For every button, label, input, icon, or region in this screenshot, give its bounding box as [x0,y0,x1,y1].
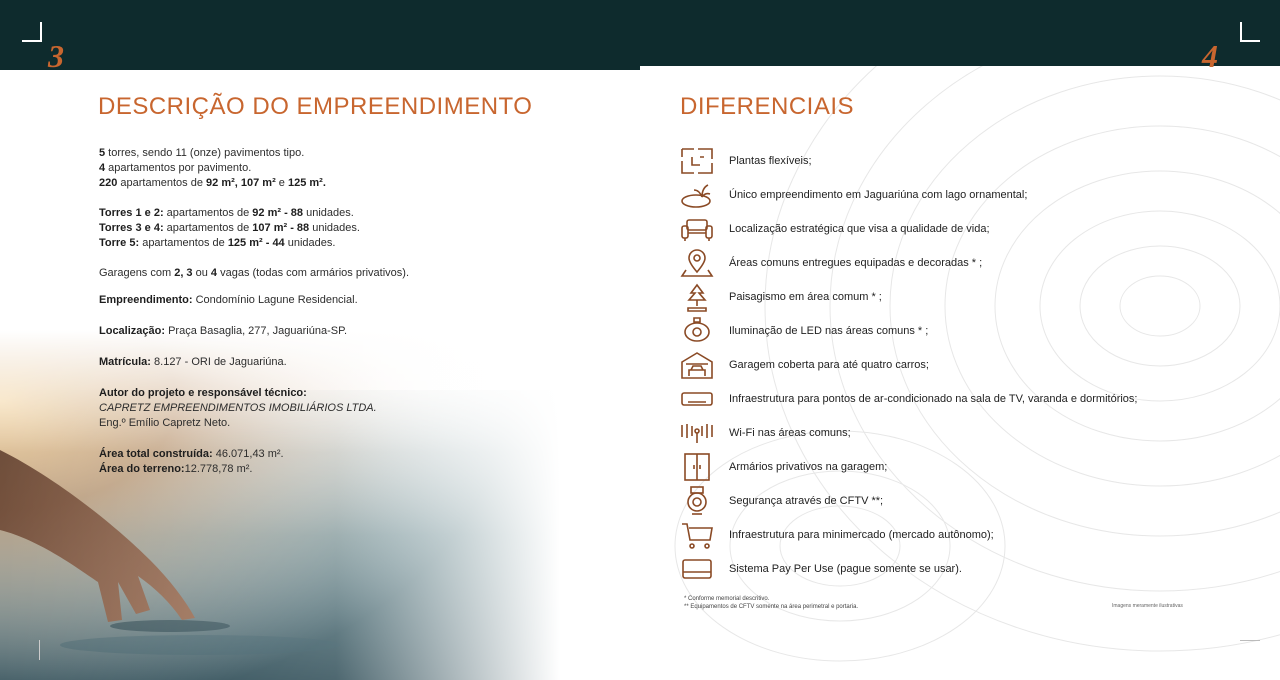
page-number-left: 3 [48,38,64,74]
author-engineer: Eng.º Emílio Capretz Neto. [99,417,231,429]
corner-mark-right [1240,22,1260,42]
shopping-cart-icon [680,520,714,550]
card-icon [680,554,714,584]
feature-text: Único empreendimento em Jaguariúna com lago ornamental; [729,189,1028,201]
feature-item [680,316,928,346]
feature-item [680,452,887,482]
feature-text: Armários privativos na garagem; [729,461,888,473]
enterprise-line: Empreendimento: Condomínio Lagune Residencial. [99,294,358,306]
garages-line: Garagens com 2, 3 ou 4 vagas (todas com armários privativos). [99,267,409,279]
land-area-line: Área do terreno:12.778,78 m². [99,463,253,475]
feature-text: Infraestrutura para minimercado (mercado autônomo); [729,529,994,541]
page-number-right: 4 [1202,38,1218,74]
page-mark-left [39,640,40,660]
footnotes [684,595,858,611]
feature-item [680,214,990,244]
feature-text: Iluminação de LED nas áreas comuns * ; [729,325,929,337]
feature-text: Sistema Pay Per Use (pague somente se usar). [729,563,962,575]
garage-icon [680,350,714,380]
page-title-left: DESCRIÇÃO DO EMPREENDIMENTO [98,93,533,120]
feature-item [680,520,994,550]
feature-text: Garagem coberta para até quatro carros; [729,359,929,371]
feature-item [680,486,883,516]
feature-text: Localização estratégica que visa a qualidade de vida; [729,223,990,235]
feature-item [680,282,882,312]
sofa-icon [680,214,714,244]
air-conditioner-icon [680,384,714,414]
page-mark-right [1240,640,1260,641]
feature-item [680,146,812,176]
header-band-left [0,0,640,70]
feature-item [680,180,1027,210]
author-company: CAPRETZ EMPREENDIMENTOS IMOBILIÁRIOS LTDA. [99,402,377,414]
feature-item [680,248,982,278]
location-line: Localização: Praça Basaglia, 277, Jaguariúna-SP. [99,325,348,337]
feature-item [680,384,1137,414]
wifi-icon [680,418,714,448]
map-pin-icon [680,248,714,278]
built-area-line: Área total construída: 46.071,43 m². [99,448,284,460]
feature-text: Segurança através de CFTV **; [729,495,884,507]
per-floor-line: 4 apartamentos por pavimento. [99,162,252,174]
feature-text: Infraestrutura para pontos de ar-condicionado na sala de TV, varanda e dormitórios; [729,393,1138,405]
author-label: Autor do projeto e responsável técnico: [99,387,307,399]
corner-mark-left [22,22,42,42]
registration-line: Matrícula: 8.127 - ORI de Jaguariúna. [99,356,287,368]
lake-icon [680,180,714,210]
security-camera-icon [680,486,714,516]
led-lamp-icon [680,316,714,346]
feature-text: Paisagismo em área comum * ; [729,291,882,303]
feature-text: Wi-Fi nas áreas comuns; [729,427,851,439]
sizes-line: 220 apartamentos de 92 m², 107 m² e 125 m². [99,177,326,189]
feature-item [680,350,929,380]
image-disclaimer: Imagens meramente ilustrativas [1112,603,1183,609]
towers-1-2-line: Torres 1 e 2: apartamentos de 92 m² - 88 unidades. [99,207,354,219]
tower-5-line: Torre 5: apartamentos de 125 m² - 44 unidades. [99,237,336,249]
feature-item [680,554,962,584]
footnote-2: ** Equipamentos de CFTV somente na área perimetral e portaria. [684,604,859,610]
description-block [99,146,519,477]
towers-3-4-line: Torres 3 e 4: apartamentos de 107 m² - 88 unidades. [99,222,360,234]
floor-plan-icon [680,146,714,176]
page-title-right: DIFERENCIAIS [680,93,855,120]
footnote-1: * Conforme memorial descritivo. [684,596,770,602]
towers-line: 5 torres, sendo 11 (onze) pavimentos tipo. [99,147,305,159]
feature-text: Plantas flexíveis; [729,155,812,167]
feature-item [680,418,851,448]
tree-icon [680,282,714,312]
feature-text: Áreas comuns entregues equipadas e decoradas * ; [729,257,983,269]
cabinet-icon [680,452,714,482]
header-band-right [640,0,1280,66]
